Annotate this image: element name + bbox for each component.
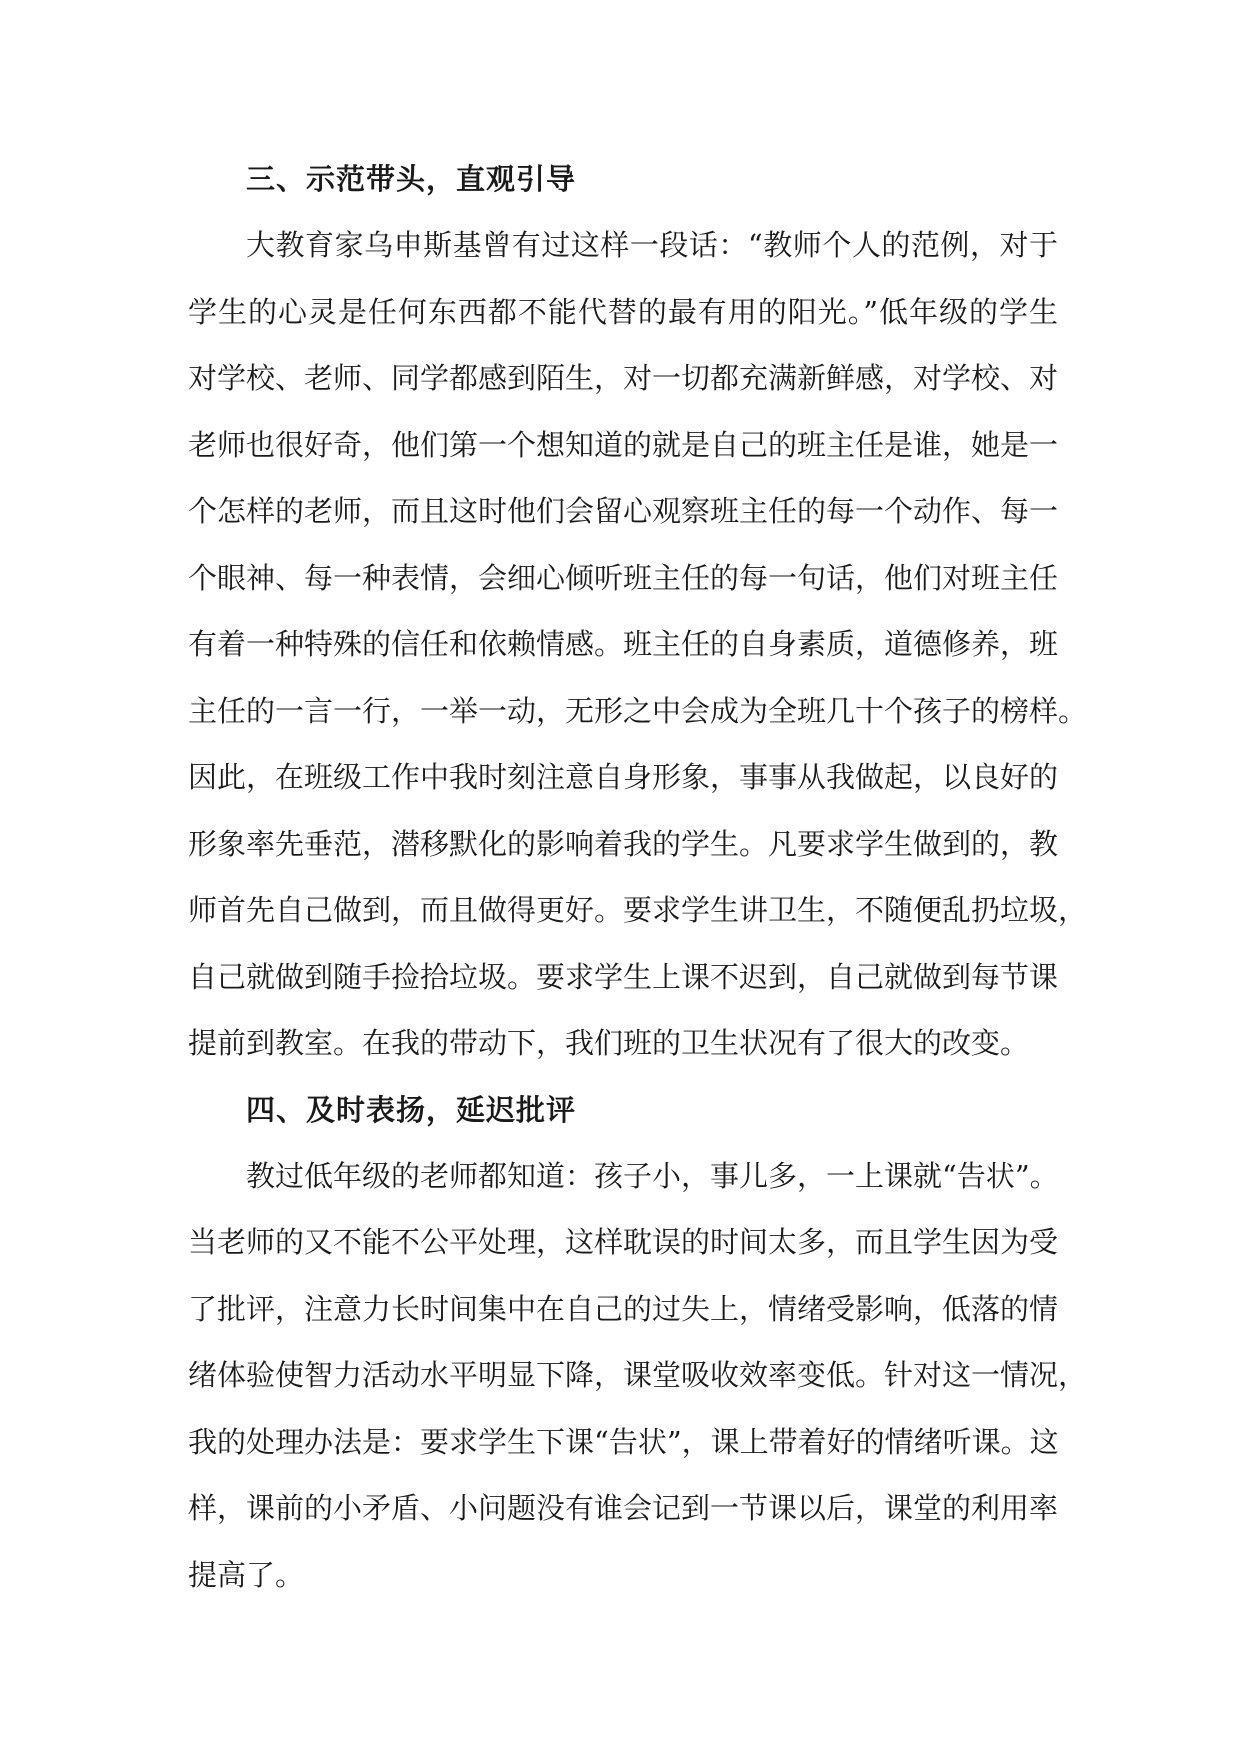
paragraph-line: 了批评，注意力长时间集中在自己的过失上，情绪受影响，低落的情 xyxy=(188,1291,1059,1326)
paragraph-line: 绪体验使智力活动水平明显下降，课堂吸收效率变低。针对这一情况， xyxy=(188,1358,1088,1392)
paragraph-line: 提高了。 xyxy=(188,1557,305,1592)
section-paragraph-3 xyxy=(188,212,1088,1077)
paragraph-line: 我的处理办法是：要求学生下课“告状”，课上带着好的情绪听课。这 xyxy=(188,1424,1059,1459)
paragraph-line: 提前到教室。在我的带动下，我们班的卫生状况有了很大的改变。 xyxy=(188,1026,1030,1060)
paragraph-line: 学生的心灵是任何东西都不能代替的最有用的阳光。”低年级的学生 xyxy=(188,294,1058,329)
paragraph-line: 大教育家乌申斯基曾有过这样一段话：“教师个人的范例，对于 xyxy=(246,228,1058,262)
paragraph-line: 对学校、老师、同学都感到陌生，对一切都充满新鲜感，对学校、对 xyxy=(188,361,1059,395)
paragraph-line: 老师也很好奇，他们第一个想知道的就是自己的班主任是谁，她是一 xyxy=(188,427,1059,462)
paragraph-line: 因此，在班级工作中我时刻注意自身形象，事事从我做起，以良好的 xyxy=(188,760,1059,794)
paragraph-line: 当老师的又不能不公平处理，这样耽误的时间太多，而且学生因为受 xyxy=(188,1225,1059,1259)
paragraph-line: 自己就做到随手捡拾垃圾。要求学生上课不迟到，自己就做到每节课 xyxy=(188,959,1059,994)
paragraph-line: 师首先自己做到，而且做得更好。要求学生讲卫生，不随便乱扔垃圾， xyxy=(188,893,1088,927)
section-heading-3: 三、示范带头，直观引导 xyxy=(246,162,577,196)
paragraph-line: 形象率先垂范，潜移默化的影响着我的学生。凡要求学生做到的，教 xyxy=(188,826,1059,861)
paragraph-line: 主任的一言一行，一举一动，无形之中会成为全班几十个孩子的榜样。 xyxy=(188,693,1088,728)
paragraph-line: 有着一种特殊的信任和依赖情感。班主任的自身素质，道德修养，班 xyxy=(188,627,1059,661)
document-body xyxy=(188,146,1088,1608)
paragraph-line: 教过低年级的老师都知道：孩子小，事儿多，一上课就“告状”。 xyxy=(246,1158,1059,1193)
section-heading-4: 四、及时表扬，延迟批评 xyxy=(246,1092,577,1127)
paragraph-line: 个眼神、每一种表情，会细心倾听班主任的每一句话，他们对班主任 xyxy=(188,560,1059,595)
paragraph-line: 个怎样的老师，而且这时他们会留心观察班主任的每一个动作、每一 xyxy=(188,494,1059,528)
paragraph-line: 样，课前的小矛盾、小问题没有谁会记到一节课以后，课堂的利用率 xyxy=(188,1491,1059,1525)
section-paragraph-4 xyxy=(188,1143,1088,1609)
